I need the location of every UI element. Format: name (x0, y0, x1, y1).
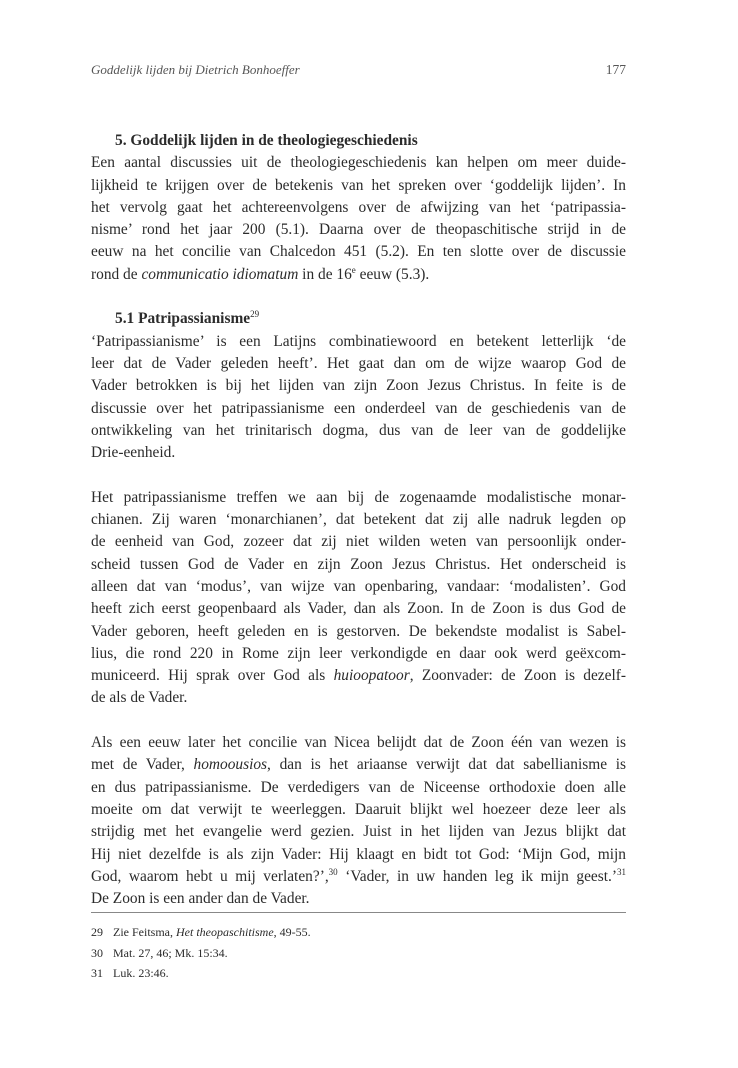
footnote-text: Luk. 23:46. (113, 966, 169, 980)
text-line (91, 665, 626, 687)
footnote-text: Zie Feitsma, (113, 925, 176, 939)
text-line: Een aantal discussies uit de theologiegeschiedenis kan helpen om meer duide- (91, 154, 626, 172)
text-span: , dan is het ariaanse verwijt dat dat sabellianisme is (267, 756, 626, 774)
heading-text: 5.1 Patripassianisme (115, 310, 251, 328)
running-header (91, 62, 626, 82)
page-number: 177 (605, 62, 626, 77)
footnote-number: 29 (91, 925, 103, 939)
text-line: leer dat de Vader geleden heeft’. Het gaat dan om de wijze waarop God de (91, 354, 626, 372)
text-line: eeuw na het concilie van Chalcedon 451 (5.2). En ten slotte over de discussie (91, 243, 626, 261)
italic-term: homoousios (193, 756, 268, 774)
running-title: Goddelijk lijden bij Dietrich Bonhoeffer (91, 62, 300, 77)
footnote-ref: 29 (250, 309, 260, 320)
text-line: Hij niet dezelfde is als zijn Vader: Hij klaagt en bidt tot God: ‘Mijn God, mijn (91, 845, 626, 863)
text-line: Vader betrokken is bij het lijden van zijn Zoon Jezus Christus. In feite is de (91, 377, 626, 395)
text-line: discussie over het patripassianisme een onderdeel van de geschiedenis van de (91, 399, 626, 417)
text-line (91, 264, 626, 286)
text-span: eeuw (5.3). (355, 265, 430, 283)
text-line: heeft zich eerst geopenbaard als Vader, dan als Zoon. In de Zoon is dus God de (91, 600, 626, 618)
text-line: Als een eeuw later het concilie van Nicea belijdt dat de Zoon één van wezen is (91, 734, 626, 752)
text-span: God, waarom hebt u mij verlaten?’, (91, 867, 329, 885)
footnote (91, 963, 626, 984)
text-line: lius, die rond 220 in Rome zijn leer verkondigde en daar ook werd geëxcom- (91, 644, 626, 662)
text-span: municeerd. Hij sprak over God als (91, 667, 334, 685)
italic-term: huioopatoor (333, 667, 410, 685)
footnote-number: 31 (91, 966, 103, 980)
text-span: rond de (91, 265, 142, 283)
footnote-divider (91, 912, 626, 913)
text-line: alleen dat van ‘modus’, van wijze van openbaring, vandaar: ‘modalisten’. God (91, 577, 626, 595)
italic-term: communicatio idiomatum (141, 265, 299, 283)
text-span: in de 16 (298, 265, 352, 283)
text-line: de eenheid van God, zozeer dat zij niet wilden weten van persoonlijk onder- (91, 533, 626, 551)
footnote (91, 922, 626, 943)
text-line: Drie-eenheid. (91, 444, 176, 462)
footnotes (91, 922, 626, 984)
text-line: De Zoon is een ander dan de Vader. (91, 890, 310, 908)
superscript: e (351, 264, 356, 275)
text-line: chianen. Zij waren ‘monarchianen’, dat betekent dat zij alle nadruk legden op (91, 511, 626, 529)
body-text (91, 130, 626, 910)
text-line: en dus patripassianisme. De verdedigers van de Niceense orthodoxie doen alle (91, 778, 626, 796)
text-line: ontwikkeling van het trinitarisch dogma, dus van de leer van de goddelijke (91, 421, 626, 439)
footnote-text: , 49-55. (273, 925, 311, 939)
text-line: ‘Patripassianisme’ is een Latijns combinatiewoord en betekent letterlijk ‘de (91, 332, 626, 350)
footnote-ref: 30 (328, 866, 338, 877)
text-line: het vervolg gaat het achtereenvolgens over de afwijzing van het ‘patripassia- (91, 198, 626, 216)
text-line: scheid tussen God de Vader en zijn Zoon Jezus Christus. Het onderscheid is (91, 555, 626, 573)
text-span: , Zoonvader: de Zoon is dezelf- (409, 667, 626, 685)
footnote-text: Mat. 27, 46; Mk. 15:34. (113, 945, 228, 960)
text-line: strijdig met het evangelie werd gezien. Juist in het lijden van Jezus blijkt dat (91, 823, 626, 841)
text-line (91, 866, 626, 888)
text-line: de als de Vader. (91, 689, 188, 707)
section-heading-5: 5. Goddelijk lijden in de theologiegeschiedenis (115, 132, 418, 149)
text-span: met de Vader, (91, 756, 194, 774)
text-line (91, 754, 626, 776)
footnote-italic: Het theopaschitisme (176, 925, 274, 939)
text-line: Het patripassianisme treffen we aan bij de zogenaamde modalistische monar- (91, 488, 626, 506)
footnote-ref: 31 (617, 866, 626, 877)
footnote-number: 30 (91, 945, 103, 960)
text-line: nisme’ rond het jaar 200 (5.1). Daarna over de theopaschitische strijd in de (91, 221, 626, 239)
text-line: moeite om dat verwijt te weerleggen. Daaruit blijkt wel hoezeer deze leer als (91, 800, 626, 818)
text-span: ‘Vader, in uw handen leg ik mijn geest.’ (337, 867, 617, 885)
text-line: lijkheid te krijgen over de betekenis van het spreken over ‘goddelijk lijden’. In (91, 176, 626, 194)
section-heading-5-1 (91, 308, 626, 330)
text-line: Vader geboren, heeft geleden en is gestorven. De bekendste modalist is Sabel- (91, 622, 626, 640)
footnote (91, 943, 626, 964)
